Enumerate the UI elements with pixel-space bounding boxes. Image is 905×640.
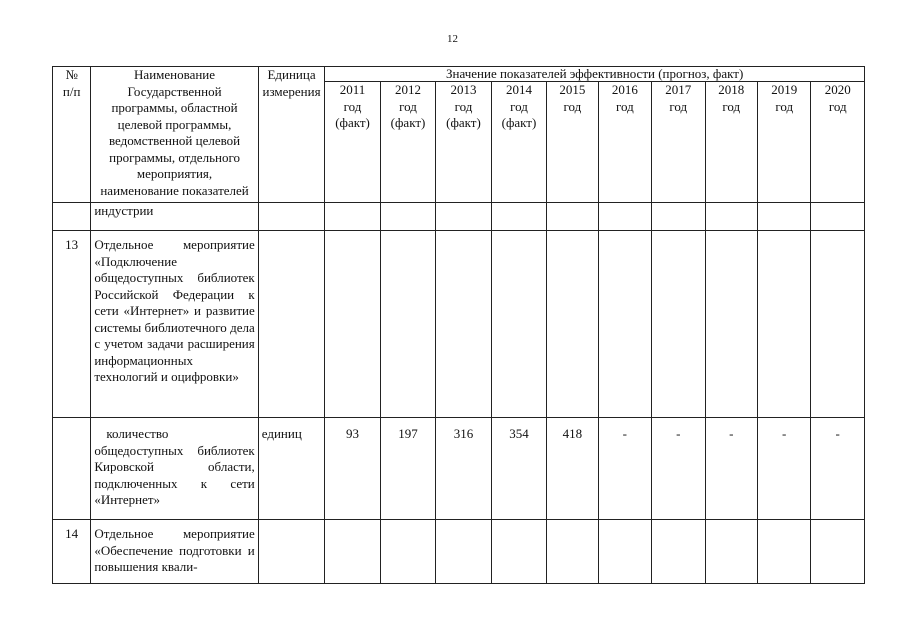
value-2014: 354 (491, 418, 546, 520)
page-number: 12 (447, 33, 458, 45)
value-2018: - (705, 418, 757, 520)
continuation-text: индустрии (91, 203, 258, 231)
header-values: Значение показателей эффективности (прогноз, факт) (325, 67, 865, 82)
value-2019: - (757, 418, 810, 520)
value-2013: 316 (436, 418, 491, 520)
indicator-unit: единиц (258, 418, 325, 520)
measure-name: Отдельное мероприятие «Подключение общедоступных библиотек Российской Федерации к сети «Интернет» и развитие системы библиотечного дела с учетом задачи расширения информационных технологий и оцифровки» (91, 231, 258, 418)
header-name: Наименование Государственной программы, областной целевой программы, ведомственной целевой программы, отдельного мероприятия, наименование показателей (91, 67, 258, 203)
value-2016: - (598, 418, 651, 520)
table-row (53, 203, 865, 231)
year-header-2013: 2013 год (факт) (436, 82, 491, 203)
value-2015: 418 (547, 418, 598, 520)
year-header-2019: 2019 год (757, 82, 810, 203)
row-number: 13 (53, 231, 91, 418)
row-number: 14 (53, 520, 91, 584)
year-header-2014: 2014 год (факт) (491, 82, 546, 203)
header-num: № п/п (53, 67, 91, 203)
year-header-2011: 2011 год (факт) (325, 82, 380, 203)
year-header-2015: 2015 год (547, 82, 598, 203)
header-unit: Единица измерения (258, 67, 325, 203)
year-header-2020: 2020 год (811, 82, 865, 203)
year-header-2016: 2016 год (598, 82, 651, 203)
indicator-name: количество общедоступных библиотек Кировской области, подключенных к сети «Интернет» (91, 418, 258, 520)
value-2011: 93 (325, 418, 380, 520)
table-row (53, 231, 865, 418)
year-header-2012: 2012 год (факт) (380, 82, 435, 203)
header-row-top (53, 67, 865, 82)
year-header-2018: 2018 год (705, 82, 757, 203)
performance-indicators-table (52, 66, 865, 584)
table-row (53, 520, 865, 584)
value-2012: 197 (380, 418, 435, 520)
measure-name: Отдельное мероприятие «Обеспечение подготовки и повышения квали- (91, 520, 258, 584)
value-2020: - (811, 418, 865, 520)
year-header-2017: 2017 год (652, 82, 705, 203)
table-row (53, 418, 865, 520)
value-2017: - (652, 418, 705, 520)
